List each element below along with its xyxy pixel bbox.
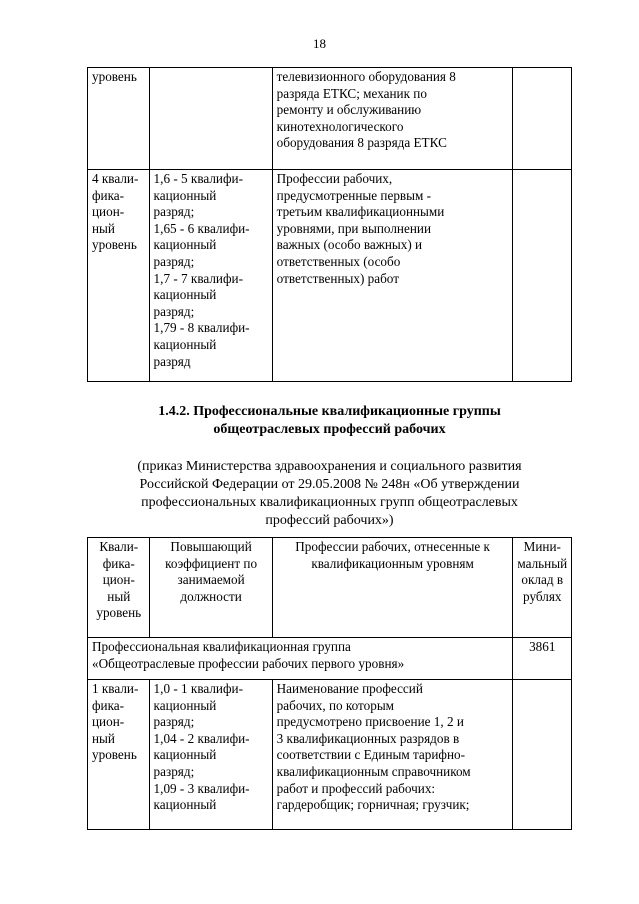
table-row xyxy=(88,68,572,170)
professions-cell: Наименование профессий рабочих, по которым предусмотрено присвоение 1, 2 и 3 квалификационных разрядов в соответствии с Единым тарифно- квалификационным справочником работ и профессий рабочих: гардеробщик; горничная; грузчик; xyxy=(272,680,512,830)
level-cell: 4 квали- фика- цион- ный уровень xyxy=(88,170,150,382)
table-row xyxy=(88,170,572,382)
coefficient-cell: 1,6 - 5 квалифи- кационный разряд; 1,65 - 6 квалифи- кационный разряд; 1,7 - 7 квалифи- кационный разряд; 1,79 - 8 квалифи- кационный разряд xyxy=(149,170,272,382)
group-row xyxy=(88,638,572,680)
table-header-row xyxy=(88,538,572,638)
header-coefficient: Повышающий коэффициент по занимаемой должности xyxy=(149,538,272,638)
salary-table xyxy=(87,537,572,830)
salary-cell xyxy=(512,68,571,170)
salary-table-continued xyxy=(87,67,572,382)
header-level: Квали- фика- цион- ный уровень xyxy=(88,538,150,638)
level-cell: 1 квали- фика- цион- ный уровень xyxy=(88,680,150,830)
header-professions: Профессии рабочих, отнесенные к квалификационным уровням xyxy=(272,538,512,638)
group-salary: 3861 xyxy=(512,638,571,680)
header-salary: Мини- мальный оклад в рублях xyxy=(512,538,571,638)
table-row xyxy=(88,680,572,830)
salary-cell xyxy=(512,170,571,382)
professions-cell: Профессии рабочих, предусмотренные первым - третьим квалификационными уровнями, при выполнении важных (особо важных) и ответственных (особо ответственных) работ xyxy=(272,170,512,382)
coefficient-cell xyxy=(149,68,272,170)
coefficient-cell: 1,0 - 1 квалифи- кационный разряд; 1,04 - 2 квалифи- кационный разряд; 1,09 - 3 квалифи- кационный xyxy=(149,680,272,830)
level-cell: уровень xyxy=(88,68,150,170)
salary-cell xyxy=(512,680,571,830)
group-title: Профессиональная квалификационная группа «Общеотраслевые профессии рабочих первого уровня» xyxy=(88,638,513,680)
section-heading: 1.4.2. Профессиональные квалификационные группы общеотраслевых профессий рабочих xyxy=(158,404,501,437)
page-number: 18 xyxy=(313,36,326,51)
professions-cell: телевизионного оборудования 8 разряда ЕТКС; механик по ремонту и обслуживанию кинотехнологического оборудования 8 разряда ЕТКС xyxy=(272,68,512,170)
order-reference: (приказ Министерства здравоохранения и социального развития Российской Федерации от 29.05.2008 № 248н «Об утверждении профессиональных квалификационных групп общеотраслевых профессий рабочих») xyxy=(137,459,522,528)
